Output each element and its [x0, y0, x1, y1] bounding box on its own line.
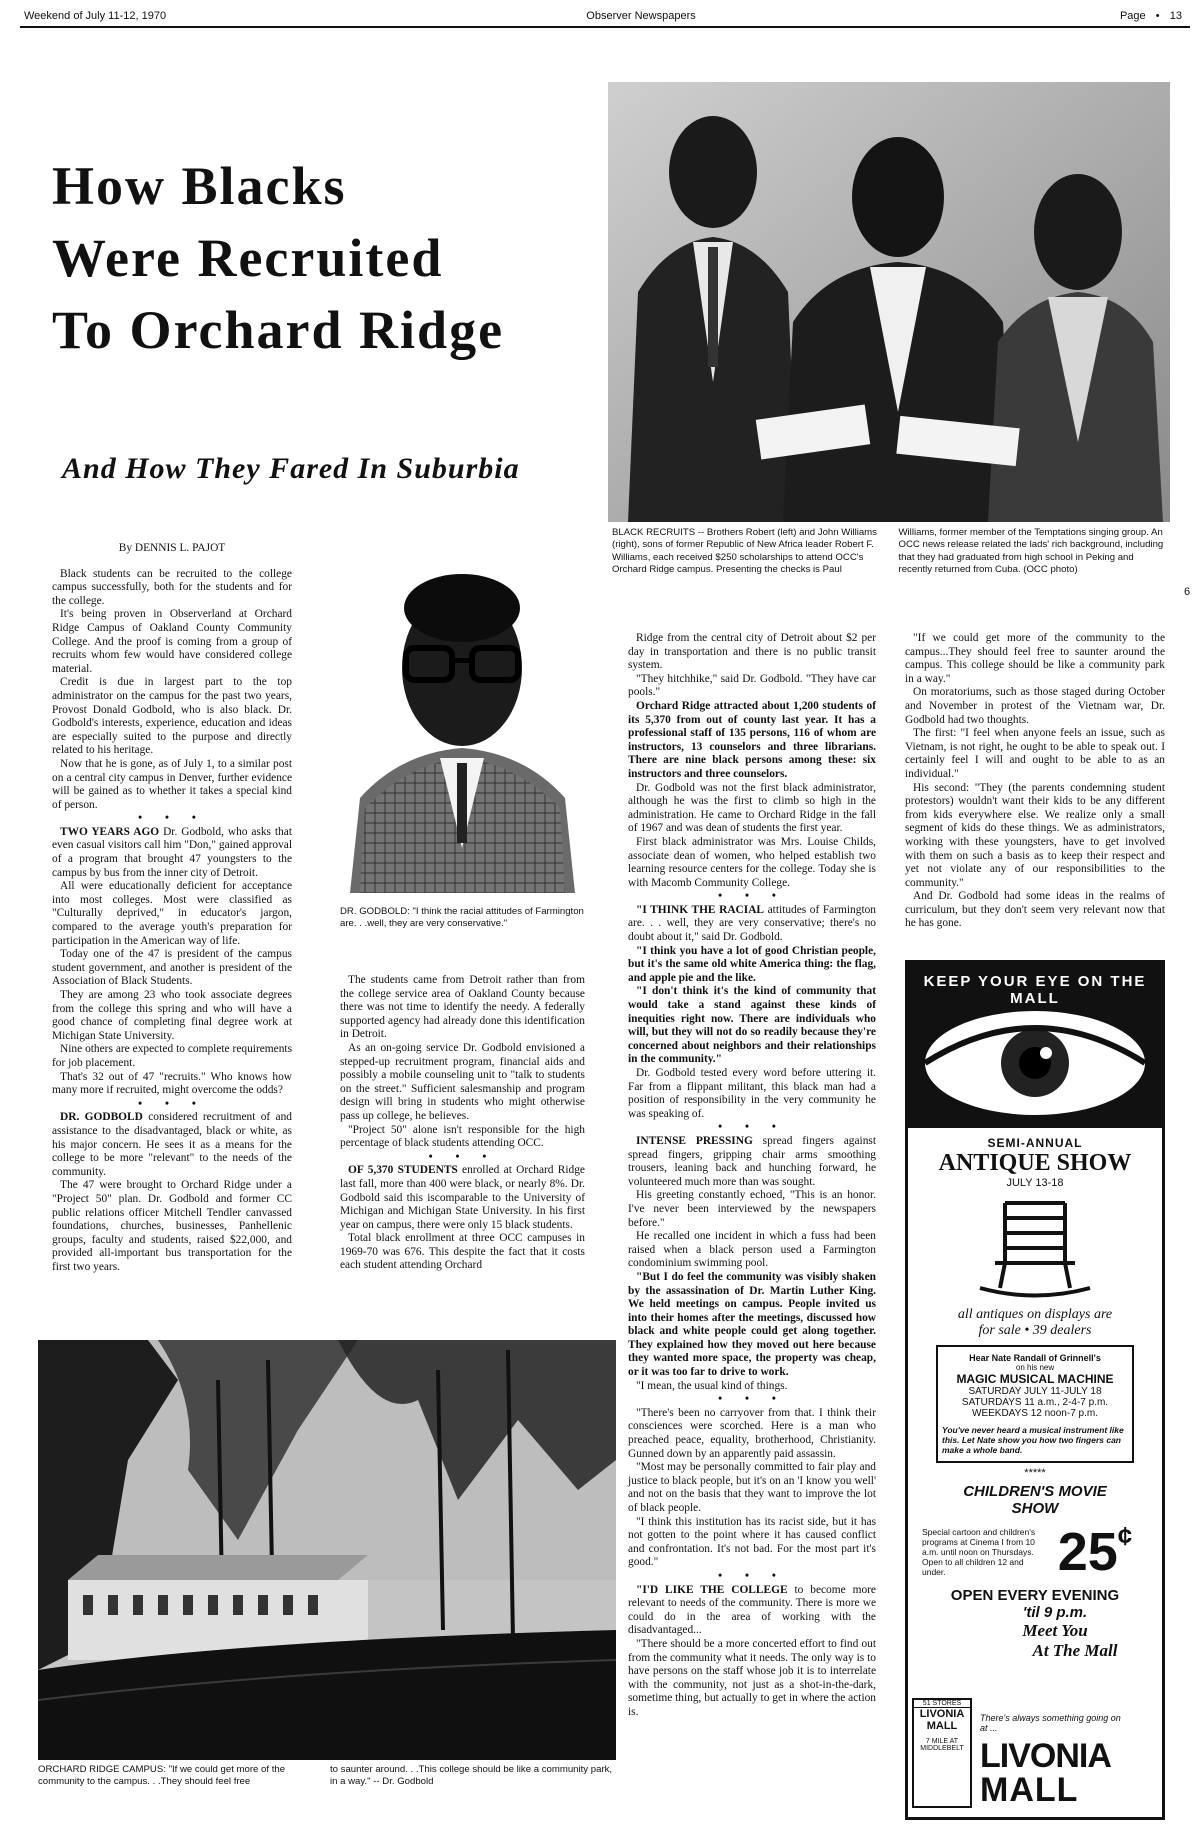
schedule-3: WEEKDAYS 12 noon-7 p.m. [972, 1408, 1098, 1419]
paragraph: His greeting constantly echoed, "This is an honor. I've never been interviewed by the newspapers before." [628, 1189, 876, 1229]
price-value: 25 [1057, 1522, 1118, 1582]
lead-in: INTENSE PRESSING [636, 1134, 753, 1147]
til-9: 'til 9 p.m. [1022, 1604, 1088, 1621]
campus-photo-caption-right: to saunter around. . .This college should be like a community park, in a way." -- Dr. Godbold [330, 1764, 613, 1788]
at-the-mall: At The Mall [1032, 1641, 1118, 1660]
section-divider: • • • [718, 890, 786, 903]
movie-price [1042, 1521, 1148, 1583]
paragraph: Ridge from the central city of Detroit about $2 per day in transportation and there is no public transit system. [628, 632, 876, 672]
section-divider: • • • [718, 1393, 786, 1406]
lead-in: OF 5,370 STUDENTS [348, 1164, 458, 1177]
recruits-photo-caption: BLACK RECRUITS -- Brothers Robert (left) and John Williams (right), sons of former Republic of New Africa leader Robert F. Williams, each received $250 scholarships to attend OCC's Orchard Ridge campus. Presenting the checks is Paul Williams, former member of the Temptations singing group. An OCC news release related the lads' rich background, including that they had graduated from high school in Peking and recently returned from Cuba. (OCC photo) [612, 527, 1164, 576]
paragraph: "There should be a more concerted effort to find out from the community what it needs. The only way is to have persons on the staff whose job it is to interrelate with the community, not just as a shot-in-the-dark, sometime thing, but actually to get in where the action is. [628, 1637, 876, 1718]
paragraph: Nine others are expected to complete requirements for job placement. [52, 1043, 292, 1069]
paragraph: Total black enrollment at three OCC campuses in 1969-70 was 676. This despite the fact that it costs each student attending Orchard [340, 1232, 585, 1272]
paragraph: Black students can be recruited to the college campus successfully, both for the students and for the college. [52, 567, 292, 607]
open-every-evening: OPEN EVERY EVENING [950, 1587, 1120, 1604]
music-box [936, 1345, 1134, 1463]
page-number: 13 [1169, 10, 1182, 22]
lead-in: "I'D LIKE THE COLLEGE [636, 1583, 788, 1596]
paragraph: TWO YEARS AGO Dr. Godbold, who asks that even casual visitors call him "Don," gained approval of a program that brought 47 youngsters to the campus by bus from the inner city of Detroit. [52, 825, 292, 879]
magic-machine: MAGIC MUSICAL MACHINE [956, 1372, 1114, 1386]
article-column-1 [52, 542, 292, 1274]
never-heard: You've never heard a musical instrument like this. Let Nate show you how two fingers can make a whole band. [942, 1425, 1124, 1455]
paragraph: The 47 were brought to Orchard Ridge under a "Project 50" plan. Dr. Godbold and former CC public relations officer Mitchell Tendler canvassed foundations, churches, businesses, Panhellenic groups, faculty and students, raised $22,000, and provided all-important bus transportation for the first two years. [52, 1179, 292, 1273]
paragraph: "But I do feel the community was visibly shaken by the assassination of Dr. Martin Luther King. We held meetings on campus. People invited us into their homes after the meetings, discussed how black and white people could get along together. They explained how they moved out here because they wanted more space, the property was cheap, or it was too far to drive to work. [628, 1270, 876, 1379]
masthead-paper: Observer Newspapers [586, 10, 696, 22]
masthead-date: Weekend of July 11-12, 1970 [24, 10, 167, 22]
schedule-1: SATURDAY JULY 11-JULY 18 [968, 1386, 1102, 1397]
livonia-logo: LIVONIA [980, 1737, 1111, 1775]
paragraph: INTENSE PRESSING spread fingers against spread fingers, gripping chair arms smoothing trousers, leaning back and hunching forward, he volunteered much more than was sought. [628, 1134, 876, 1188]
movie-details: Special cartoon and children's programs at Cinema I from 10 a.m. until noon on Thursdays. Open to all children 12 and under. [922, 1527, 1036, 1577]
paragraph: Credit is due in largest part to the top administrator on the campus for the past two years, Provost Donald Godbold, who is also black. Dr. Godbold's interests, experience, education and ideas are especially suited to the purpose and directly related to his heritage. [52, 676, 292, 757]
lead-in: "I THINK THE RACIAL [636, 903, 765, 916]
paragraph: Dr. Godbold tested every word before uttering it. Far from a flippant militant, this black man had a position of responsibility in the very community he was speaking of. [628, 1067, 876, 1120]
paragraph: As an on-going service Dr. Godbold envisioned a stepped-up recruitment program, financial aids and possibly a mobile counseling unit to "talk to students on the street." Sufficient salesmanship and program design will bring in students who might otherwise pass up college, he believes. [340, 1041, 585, 1122]
semi-annual-label: SEMI-ANNUAL [987, 1136, 1083, 1150]
livonia-mall-ad [905, 960, 1165, 1820]
portrait-caption: DR. GODBOLD: "I think the racial attitudes of Farmington are. . .well, they are very conservative." [340, 906, 584, 930]
always-tagline: There's always something going on at ... [980, 1713, 1121, 1733]
lead-in: DR. GODBOLD [60, 1111, 143, 1124]
headline-line-2: Were Recruited [52, 228, 444, 288]
paragraph: Now that he is gone, as of July 1, to a similar post on a central city campus in Denver, further evidence will be gained as to whether it takes a special kind of person. [52, 757, 292, 811]
recruits-photo [608, 82, 1170, 522]
paragraph: The first: "I feel when anyone feels an issue, such as Vietnam, is not right, he ought to be able to speak out. I certainly feel I will and ought to be able to as an individual." [905, 727, 1165, 780]
headline-line-1: How Blacks [52, 156, 347, 216]
godbold-portrait [340, 548, 585, 893]
antiques-note: all antiques on displays are [957, 1307, 1113, 1322]
paragraph: OF 5,370 STUDENTS enrolled at Orchard Ridge last fall, more than 400 were black, or nearly 8%. Dr. Godbold said this iscomparable to the University of Michigan and Michigan State University. In his first year on campus, there were only 15 black students. [340, 1164, 585, 1231]
paragraph: "Project 50" alone isn't responsible for the high percentage of black students attending OCC. [340, 1123, 585, 1150]
movie-title-1: CHILDREN'S MOVIE [963, 1483, 1107, 1500]
lead-in: TWO YEARS AGO [60, 825, 160, 838]
eye-banner [908, 963, 1162, 1128]
campus-photo-caption-left: ORCHARD RIDGE CAMPUS: "If we could get more of the community to the campus. . .They should feel free [38, 1764, 286, 1788]
paragraph: His second: "They (the parents condemning student protestors) wouldn't want their kids to be any different from kids everywhere else. We realize only a small segment of kids do these things. We as administrators, working with these youngsters, have to get involved with them on such a basis as to keep their respect and yet not violate any of our responsibilities to the community." [905, 781, 1165, 889]
paragraph: "I think this institution has its racist side, but it has not gotten to the point where it has caused conflict and confrontation. It's not bad. For the most part it's good." [628, 1515, 876, 1569]
mall-logo: MALL [980, 1771, 1079, 1809]
paragraph: It's being proven in Observerland at Orchard Ridge Campus of Oakland County Community College. And the proof is coming from a group of recruits whom few would have considered college material. [52, 608, 292, 675]
sign-seven-mile: 7 MILE AT MIDDLEBELT [920, 1738, 964, 1752]
paragraph: The students came from Detroit rather than from the college service area of Oakland County because there was not time to identify the needy. A federally supported agency had already done this identification in Detroit. [340, 974, 585, 1041]
paragraph: "I THINK THE RACIAL attitudes of Farmington are. . . well, they are very conservative; there's no doubt about it," said Dr. Godbold. [628, 903, 877, 944]
section-divider: • • • [138, 812, 206, 825]
paragraph: "I don't think it's the kind of community that would take a stand against these kinds of inequities right now. There are individuals who will, but they will not do so readily because they're concerned about neighbors and their relationships in the community." [628, 985, 876, 1066]
meet-you: Meet You [1022, 1621, 1088, 1640]
schedule-2: SATURDAYS 11 a.m., 2-4-7 p.m. [961, 1397, 1109, 1408]
paragraph: First black administrator was Mrs. Louise Childs, associate dean of women, who helped establish two learning resource centers for the college. Today she is with Macomb Community College. [628, 835, 876, 889]
section-divider: • • • [718, 1121, 786, 1134]
antique-show-title: ANTIQUE SHOW [938, 1150, 1132, 1176]
mall-sign [912, 1698, 972, 1808]
section-divider: • • • [138, 1097, 206, 1110]
antique-section [908, 1128, 1162, 1661]
headline [52, 150, 612, 366]
section-divider: • • • [718, 1569, 786, 1582]
paragraph: Orchard Ridge attracted about 1,200 students of its 5,370 from out of county last year. It has a professional staff of 135 persons, 116 of whom are instructors, 13 counselors and three librarians. There are nine black persons among these: six instructors and three counselors. [628, 699, 876, 780]
movie-title-2: SHOW [1011, 1500, 1059, 1517]
paragraph: He recalled one incident in which a fuss had been raised when a black person used a Farmington condominium swimming pool. [628, 1230, 876, 1270]
dealers-note: for sale • 39 dealers [978, 1323, 1092, 1338]
paragraph: On moratoriums, such as those staged during October and November in protest of the Vietnam war, Dr. Godbold had two thoughts. [905, 686, 1165, 726]
article-column-2 [340, 974, 585, 1273]
paragraph: That's 32 out of 47 "recruits." Who knows how many more if recruited, might overcome the odds? [52, 1070, 292, 1097]
sign-mall: MALL [926, 1720, 958, 1732]
paragraph: They are among 23 who took associate degrees from the college this spring and who will have a good chance of completing final degree work at Michigan State University. [52, 989, 292, 1042]
paragraph: "I think you have a lot of good Christian people, but it's the same old white America thing: the flag, and apple pie and the like. [628, 944, 876, 984]
paragraph: All were educationally deficient for acceptance into most colleges. Most were classified as "Culturally deprived," in educator's jargon, compared to the average youth's preparation for participation in the American way of life. [52, 880, 292, 947]
paragraph: "There's been no carryover from that. I think their consciences were scorched. Here is a man who preached peace, equality, brotherhood, Christianity. Gunned down by an apparently paid assassin. [628, 1406, 876, 1460]
eye-banner-text: KEEP YOUR EYE ON THE MALL [923, 973, 1147, 1007]
page-label: Page [1119, 10, 1146, 22]
cents-symbol: ¢ [1117, 1521, 1133, 1551]
paragraph: "Most may be personally committed to fair play and justice to black people, but it's on an 'I know you well' and not on the basis that they want to improve the lot of black people. [628, 1461, 876, 1514]
sign-stores: 51 STORES [914, 1700, 970, 1708]
paragraph: "I'D LIKE THE COLLEGE to become more relevant to needs of the community. There is more we could do in the area of working with the disadvantaged... [628, 1583, 876, 1637]
on-his-new: on his new [1015, 1363, 1055, 1372]
byline: By DENNIS L. PAJOT [118, 542, 226, 554]
show-dates: JULY 13-18 [1006, 1177, 1064, 1189]
masthead-page: Page • 13 [1112, 10, 1190, 22]
paragraph: "If we could get more of the community to the campus...They should feel free to saunter around the campus. This college should be like a community park in a way." [905, 632, 1165, 685]
paragraph: "I mean, the usual kind of things. [636, 1379, 788, 1392]
paragraph: Dr. Godbold was not the first black administrator, although he was the first to climb so high in the administration. He came to Orchard Ridge in the fall of 1967 and was dean of students the first year. [628, 781, 876, 835]
rocking-chair-icon [975, 1193, 1095, 1303]
masthead [20, 6, 1190, 28]
sign-livonia: LIVONIA [919, 1708, 965, 1720]
paragraph: DR. GODBOLD considered recruitment of and assistance to the disadvantaged, black or white, as his major concern. He sees it as a means for the college to be more "relevant" to the needs of the community. [52, 1111, 293, 1178]
margin-mark: 6 [1184, 586, 1191, 598]
stars: ***** [1024, 1467, 1046, 1479]
headline-line-3: To Orchard Ridge [52, 300, 505, 360]
movie-row [908, 1517, 1162, 1587]
article-column-4 [905, 632, 1165, 931]
subheadline: And How They Fared In Suburbia [62, 452, 520, 485]
paragraph: "They hitchhike," said Dr. Godbold. "They have car pools." [628, 672, 876, 699]
campus-photo [38, 1340, 616, 1760]
hear-line: Hear Nate Randall of Grinnell's [969, 1353, 1101, 1363]
article-column-3 [628, 632, 876, 1720]
paragraph: Today one of the 47 is president of the campus student government, and another is president of the Association of Black Students. [52, 948, 292, 988]
paragraph: And Dr. Godbold had some ideas in the realms of curriculum, but they don't seem very relevant now that he has gone. [905, 890, 1165, 930]
section-divider: • • • [428, 1150, 497, 1163]
